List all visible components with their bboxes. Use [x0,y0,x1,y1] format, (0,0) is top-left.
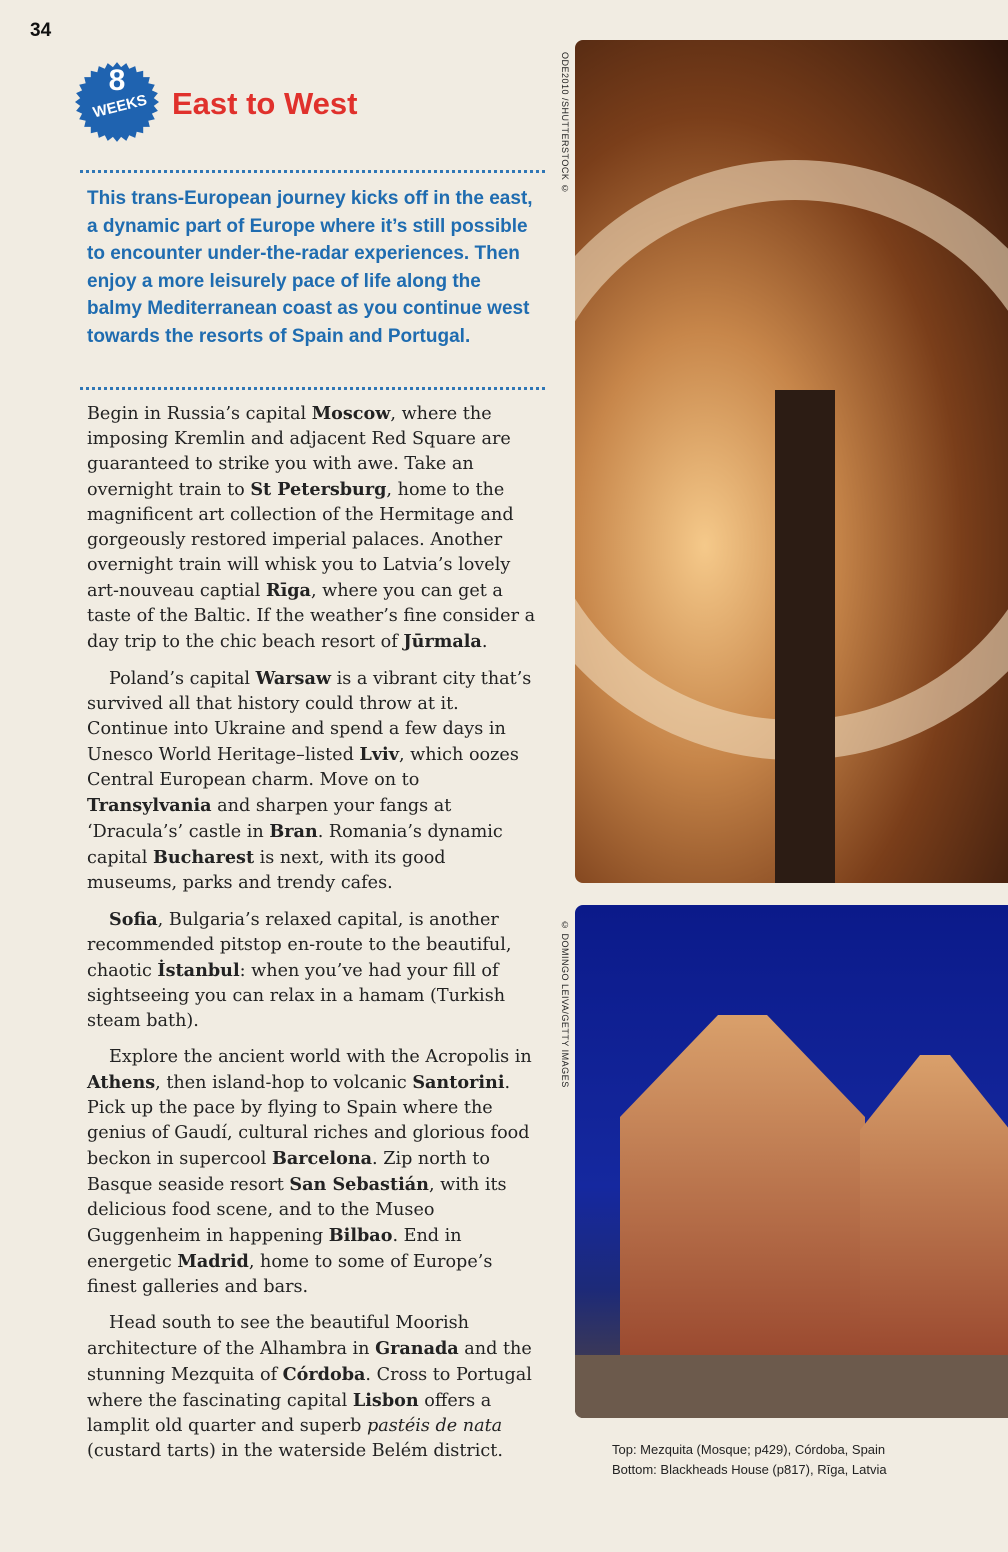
text-run: Explore the ancient world with the Acropolis in [109,1047,532,1067]
text-run: , home to some of Europe’s finest galleries and bars. [87,1252,493,1297]
text-run: , home to the magnificent art collection of the Hermitage and gorgeously restored imperial palaces. Another overnight train will whisk you to Latvia’s lovely art-nouveau captial [87,480,514,601]
body-paragraph [87,401,537,655]
text-run: : when you’ve had your fill of sightseeing you can relax in a hamam (Turkish steam bath). [87,961,506,1031]
text-run: . Zip north to Basque seaside resort [87,1149,490,1195]
badge-number: 8 [108,64,126,97]
place-name: Lviv [359,744,399,765]
photo-credit-bottom: © DOMINGO LEIVA/GETTY IMAGES [560,920,570,1088]
text-run: , with its delicious food scene, and to the Museo Guggenheim in happening [87,1175,507,1246]
text-run: pastéis de nata [367,1416,503,1436]
text-run: and the stunning Mezquita of [87,1339,532,1385]
caption-top: Top: Mezquita (Mosque; p429), Córdoba, Spain [612,1442,886,1457]
place-name: Bran [269,821,318,842]
text-run: , where you can get a taste of the Baltic. If the weather’s fine consider a day trip to the chic beach resort of [87,581,536,652]
divider [80,387,545,390]
text-run: . [481,632,488,652]
text-run: , where the imposing Kremlin and adjacent Red Square are guaranteed to strike you with awe. Take an overnight train to [87,404,511,500]
place-name: Lisbon [352,1390,419,1411]
place-name: Sofia [109,909,158,930]
place-name: San Sebastián [289,1174,429,1195]
place-name: Moscow [311,403,391,424]
text-run: . Romania’s dynamic capital [87,822,503,868]
place-name: Athens [87,1072,156,1093]
photo-credit-top: ODE2010 /SHUTTERSTOCK © [560,52,570,194]
photo-caption [612,1440,887,1480]
text-run: Poland’s capital [109,669,256,689]
body-paragraph [87,666,537,896]
photo-mezquita [575,40,1008,883]
place-name: Warsaw [255,668,332,689]
place-name: St Petersburg [250,479,387,500]
place-name: Rīga [265,580,311,601]
text-run: , then island-hop to volcanic [155,1073,413,1093]
place-name: İstanbul [157,960,240,981]
body-text [87,401,537,1475]
text-run: , which oozes Central European charm. Move on to [87,745,519,790]
text-run: , Bulgaria’s relaxed capital, is another recommended pitstop en-route to the beautiful, chaotic [87,910,512,981]
photo-blackheads-house [575,905,1008,1418]
place-name: Barcelona [271,1148,373,1169]
caption-bottom: Bottom: Blackheads House (p817), Rīga, Latvia [612,1462,887,1477]
place-name: Santorini [412,1072,505,1093]
place-name: Córdoba [282,1364,366,1385]
page-title: East to West [172,86,358,121]
place-name: Jūrmala [403,631,482,652]
text-run: . Cross to Portugal where the fascinating capital [87,1365,532,1411]
page-number: 34 [30,20,52,41]
text-run: Begin in Russia’s capital [87,404,312,424]
text-run: is next, with its good museums, parks and trendy cafes. [87,848,446,893]
body-paragraph [87,1045,537,1300]
text-run: and sharpen your fangs at ‘Dracula’s’ castle in [87,796,452,842]
place-name: Granada [375,1338,459,1359]
place-name: Transylvania [87,795,212,816]
place-name: Bilbao [328,1225,393,1246]
duration-badge [72,60,162,144]
body-paragraph [87,907,537,1034]
text-run: (custard tarts) in the waterside Belém district. [87,1441,503,1461]
text-run: is a vibrant city that’s survived all that history could throw at it. Continue into Ukraine and spend a few days in Unesco World Heritage–listed [87,669,532,765]
badge-unit: WEEKS [91,91,149,122]
text-run: Head south to see the beautiful Moorish architecture of the Alhambra in [87,1313,470,1359]
body-paragraph [87,1311,537,1464]
text-run: offers a lamplit old quarter and superb [87,1391,492,1436]
place-name: Bucharest [153,847,255,868]
divider [80,170,545,173]
place-name: Madrid [177,1251,249,1272]
intro-text: This trans-European journey kicks off in the east, a dynamic part of Europe where it’s still possible to encounter under-the-radar experiences. Then enjoy a more leisurely pace of life along the balmy Mediterranean coast as you continue west towards the resorts of Spain and Portugal. [87,188,533,347]
text-run: . End in energetic [87,1226,462,1272]
text-run: . Pick up the pace by flying to Spain where the genius of Gaudí, cultural riches and glorious food beckon in supercool [87,1073,530,1169]
